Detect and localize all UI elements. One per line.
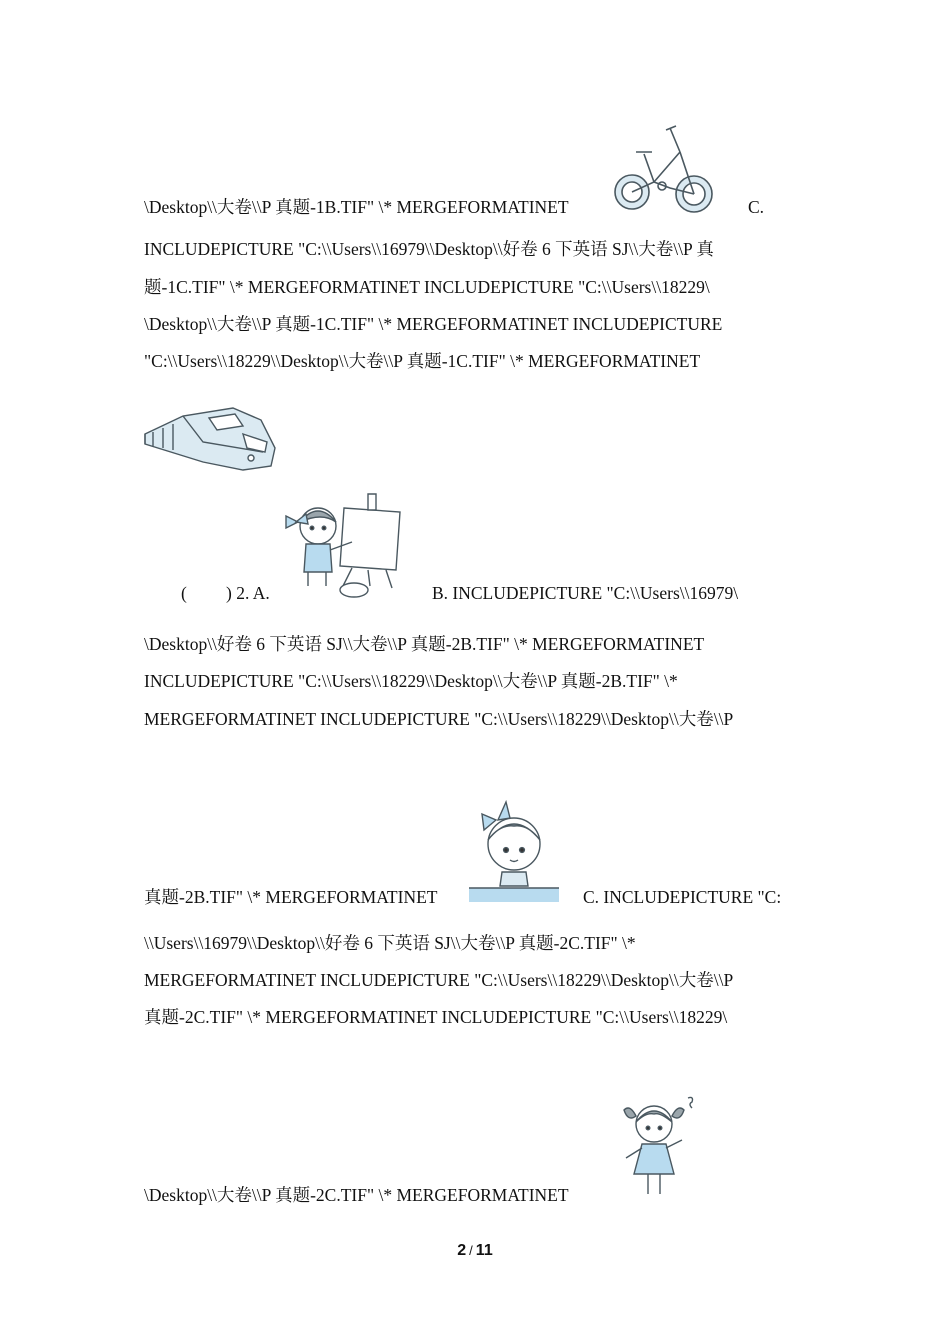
page-separator: / — [469, 1243, 473, 1258]
q2-line-2b-end: 真题-2B.TIF" \* MERGEFORMATINET — [144, 887, 438, 907]
bicycle-image — [610, 124, 718, 214]
q2-line: MERGEFORMATINET INCLUDEPICTURE "C:\\Users\\18229\\Desktop\\大卷\\P — [144, 709, 734, 729]
answer-paren-open: ( — [181, 583, 187, 603]
q1-line: 题-1C.TIF" \* MERGEFORMATINET INCLUDEPICTURE "C:\\Users\\18229\ — [144, 277, 710, 297]
q2-line: MERGEFORMATINET INCLUDEPICTURE "C:\\Users\\18229\\Desktop\\大卷\\P — [144, 970, 734, 990]
q1-line-1b: \Desktop\\大卷\\P 真题-1B.TIF" \* MERGEFORMATINET — [144, 197, 569, 217]
q1-option-c: C. — [748, 197, 765, 217]
q2-line: \\Users\\16979\\Desktop\\好卷 6 下英语 SJ\\大卷\\P 真题-2C.TIF" \* — [144, 933, 636, 953]
q1-line: INCLUDEPICTURE "C:\\Users\\16979\\Desktop\\好卷 6 下英语 SJ\\大卷\\P 真 — [144, 239, 714, 259]
q2-option-b: B. INCLUDEPICTURE "C:\\Users\\16979\ — [432, 583, 739, 603]
q2-line: INCLUDEPICTURE "C:\\Users\\18229\\Desktop\\大卷\\P 真题-2B.TIF" \* — [144, 671, 678, 691]
current-page: 2 — [457, 1242, 467, 1259]
q1-line: "C:\\Users\\18229\\Desktop\\大卷\\P 真题-1C.TIF" \* MERGEFORMATINET — [144, 351, 701, 371]
girl-reading-image — [468, 800, 560, 904]
q2-line: 真题-2C.TIF" \* MERGEFORMATINET INCLUDEPICTURE "C:\\Users\\18229\ — [144, 1007, 728, 1027]
q2-line: \Desktop\\好卷 6 下英语 SJ\\大卷\\P 真题-2B.TIF" \* MERGEFORMATINET — [144, 634, 705, 654]
girl-painting-image — [282, 490, 404, 602]
q1-line: \Desktop\\大卷\\P 真题-1C.TIF" \* MERGEFORMATINET INCLUDEPICTURE — [144, 314, 723, 334]
girl-confused-image — [620, 1094, 700, 1202]
high-speed-train-image — [143, 404, 283, 474]
total-pages: 11 — [475, 1242, 493, 1259]
q2-line-2c-end: \Desktop\\大卷\\P 真题-2C.TIF" \* MERGEFORMATINET — [144, 1185, 569, 1205]
q2-option-c: C. INCLUDEPICTURE "C: — [583, 887, 782, 907]
page-number — [0, 1242, 950, 1260]
q2-number-option-a: ) 2. A. — [226, 583, 270, 603]
